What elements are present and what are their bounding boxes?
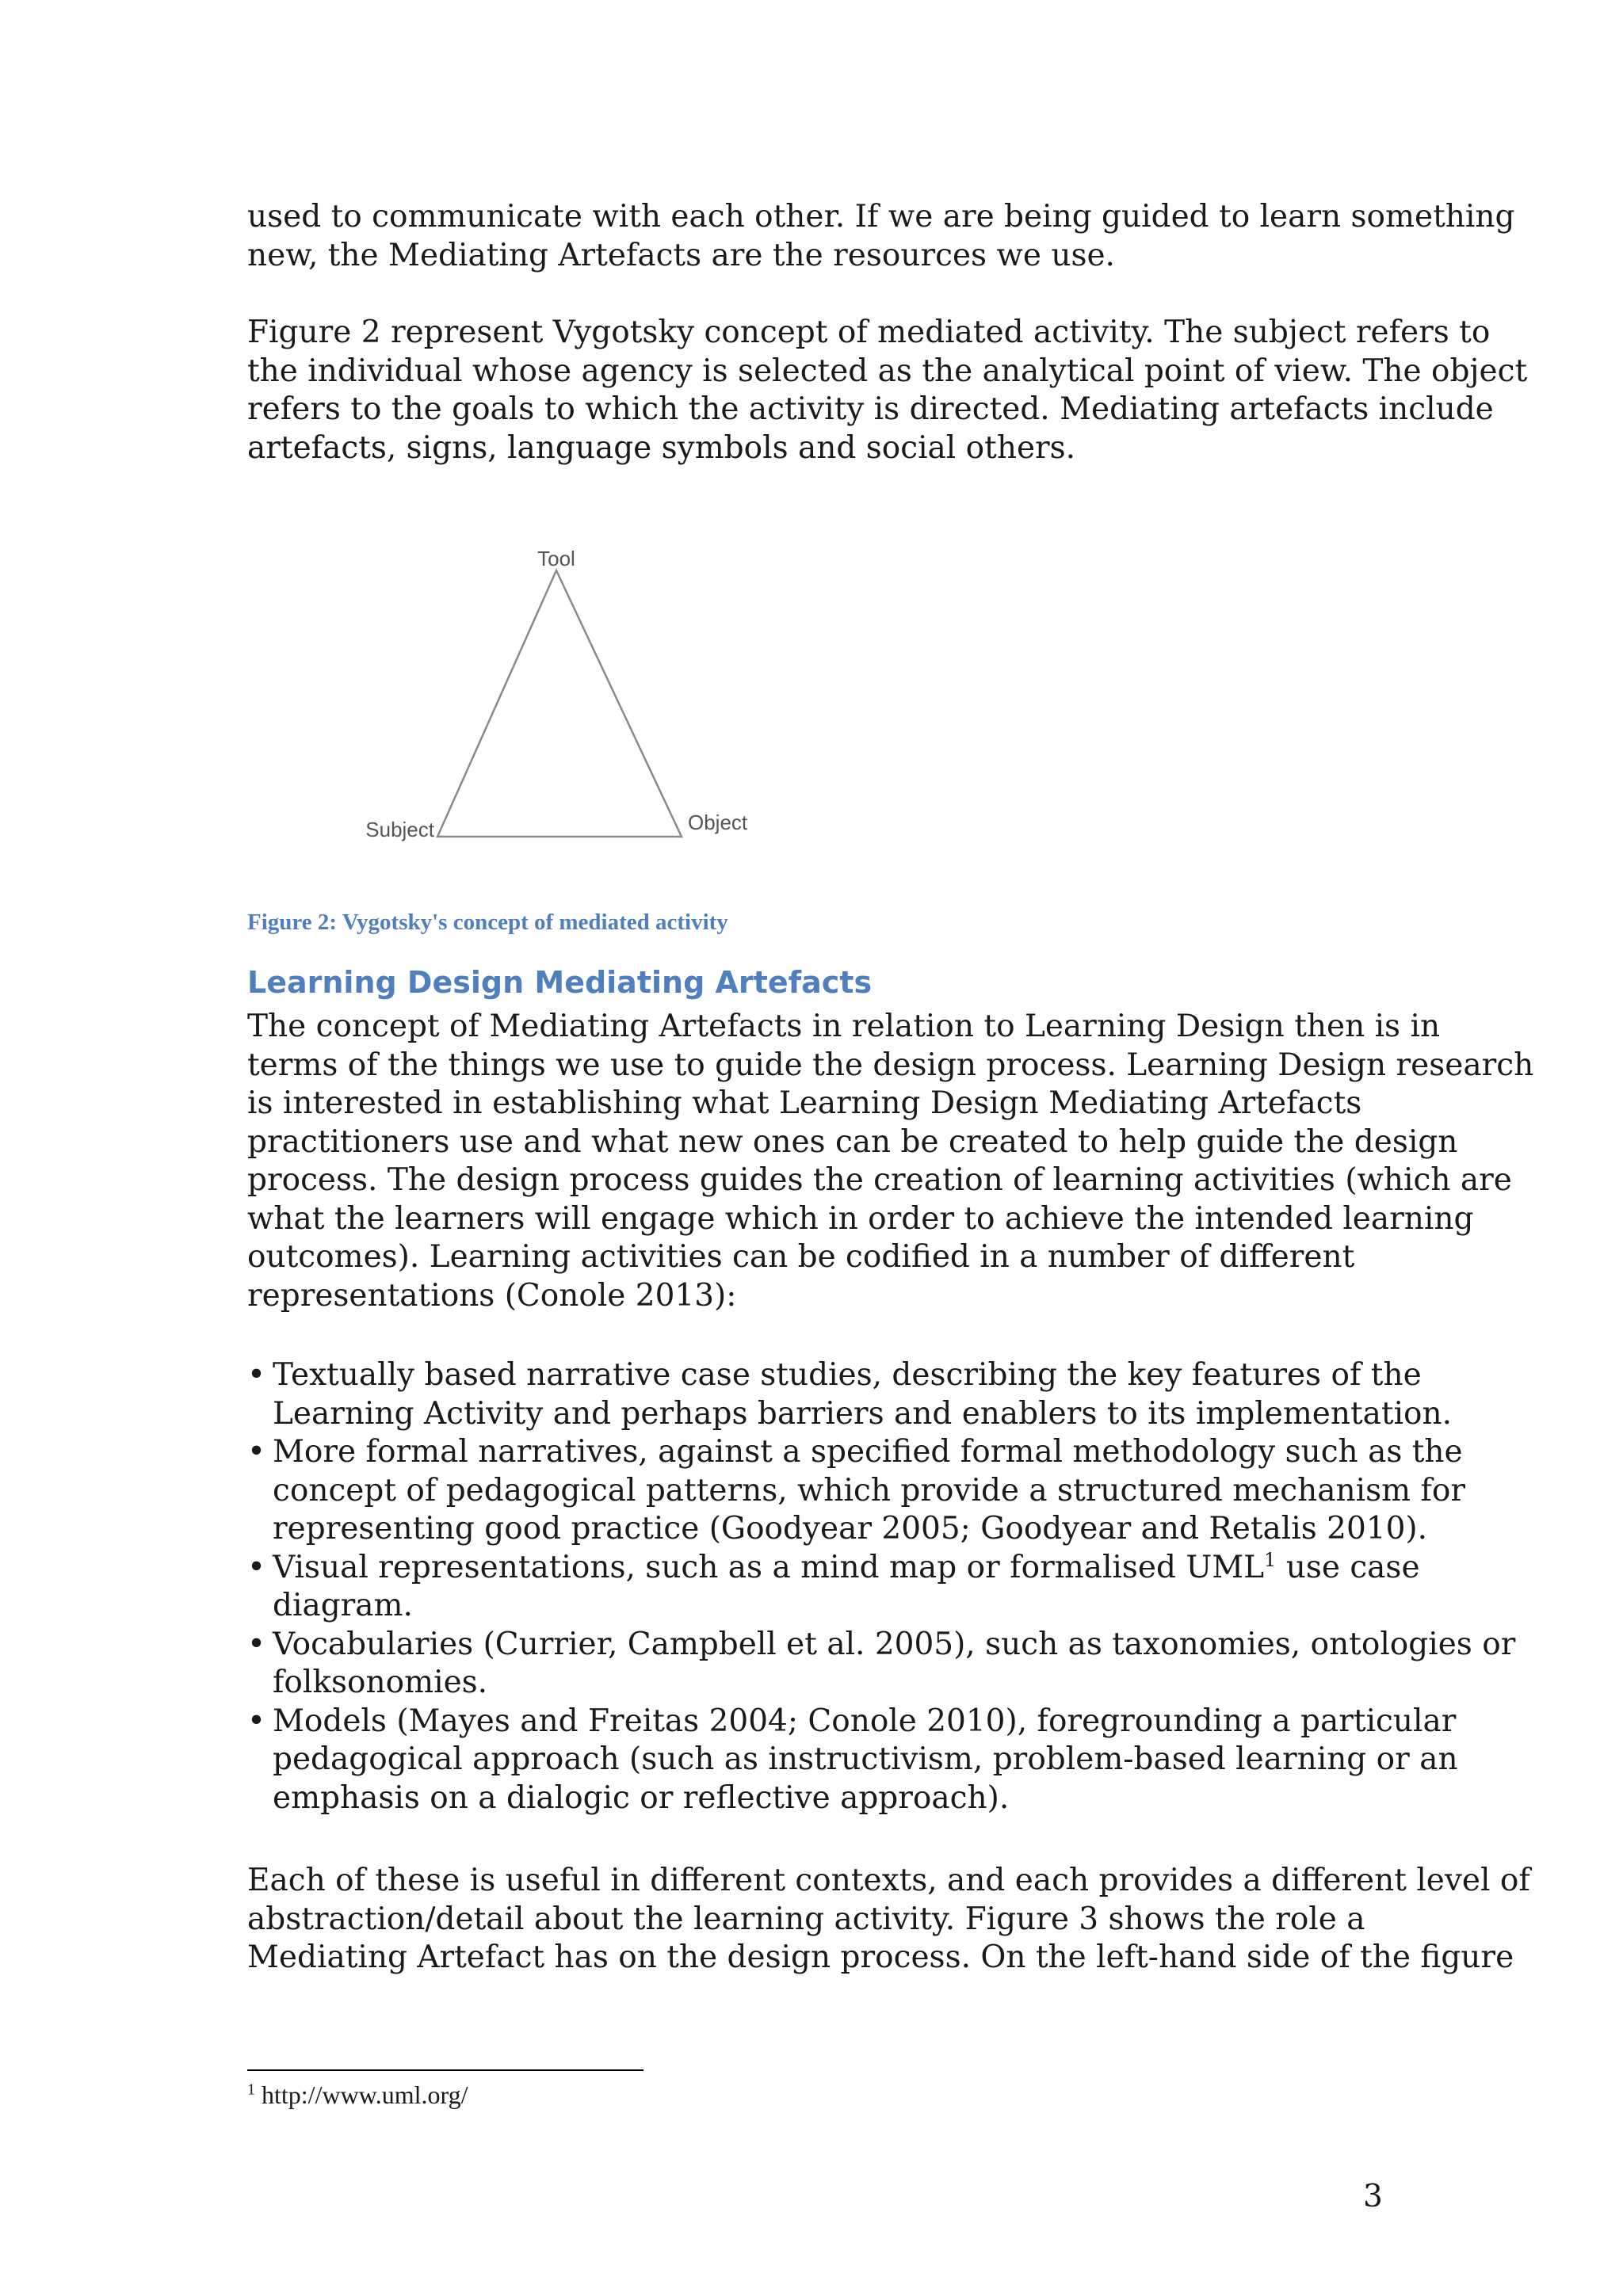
text-line: representing good practice (Goodyear 2005; Goodyear and Retalis 2010). — [273, 1511, 1427, 1547]
mediated-activity-triangle-diagram — [341, 531, 785, 848]
list-item — [247, 1703, 1458, 1818]
list-item — [247, 1356, 1453, 1433]
text-line: new, the Mediating Artefacts are the resources we use. — [247, 237, 1115, 273]
text-line: Each of these is useful in different contexts, and each provides a different level of — [247, 1863, 1530, 1898]
text-line: emphasis on a dialogic or reflective approach). — [273, 1779, 1010, 1816]
representations-bullet-list — [247, 1356, 1516, 1817]
text-line: Learning Activity and perhaps barriers and enablers to its implementation. — [273, 1395, 1453, 1432]
footnote-separator — [247, 2069, 643, 2071]
text-line: artefacts, signs, language symbols and social others. — [247, 429, 1076, 466]
text-line: Figure 2 represent Vygotsky concept of mediated activity. The subject refers to — [247, 315, 1491, 350]
figure-caption: Figure 2: Vygotsky's concept of mediated activity — [247, 910, 728, 935]
text-line: process. The design process guides the creation of learning activities (which are — [247, 1162, 1512, 1198]
text-segment: use case — [1276, 1549, 1420, 1585]
text-line: concept of pedagogical patterns, which provide a structured mechanism for — [273, 1472, 1466, 1508]
footnote — [247, 2081, 468, 2110]
text-segment: Visual representations, such as a mind map or formalised UML — [273, 1549, 1265, 1585]
text-line: representations (Conole 2013): — [247, 1277, 737, 1314]
text-line: used to communicate with each other. If we are being guided to learn something — [247, 199, 1515, 235]
bullet-marker: • — [247, 1549, 266, 1585]
footnote-marker: 1 — [247, 2081, 255, 2099]
text-line: practitioners use and what new ones can be created to help guide the design — [247, 1123, 1458, 1160]
text-line: Vocabularies (Currier, Campbell et al. 2005), such as taxonomies, ontologies or — [273, 1626, 1516, 1662]
text-line: diagram. — [273, 1588, 413, 1623]
text-line: More formal narratives, against a specified formal methodology such as the — [273, 1434, 1463, 1470]
vygotsky-paragraph — [247, 314, 1528, 467]
text-line: folksonomies. — [273, 1665, 488, 1700]
footnote-url: http://www.uml.org/ — [255, 2081, 468, 2109]
subject-label: Subject — [365, 818, 434, 841]
text-line: pedagogical approach (such as instructivism, problem-based learning or an — [273, 1741, 1458, 1777]
list-item — [247, 1433, 1466, 1549]
tool-label: Tool — [537, 547, 575, 570]
text-line: abstraction/detail about the learning activity. Figure 3 shows the role a — [247, 1901, 1365, 1937]
text-line: outcomes). Learning activities can be codified in a number of different — [247, 1239, 1355, 1275]
bullet-marker: • — [247, 1434, 266, 1470]
bullet-marker: • — [247, 1703, 266, 1739]
text-line: terms of the things we use to guide the design process. Learning Design research — [247, 1047, 1534, 1083]
text-line: The concept of Mediating Artefacts in relation to Learning Design then is in — [247, 1009, 1441, 1044]
text-line: Textually based narrative case studies, describing the key features of the — [273, 1357, 1422, 1393]
bullet-marker: • — [247, 1357, 266, 1393]
footnote-reference: 1 — [1264, 1548, 1277, 1571]
bullet-marker: • — [247, 1626, 266, 1662]
text-line: Mediating Artefact has on the design process. On the left-hand side of the figure — [247, 1939, 1514, 1975]
object-label: Object — [688, 810, 748, 834]
text-line — [273, 1548, 1420, 1588]
text-line: Models (Mayes and Freitas 2004; Conole 2010), foregrounding a particular — [273, 1703, 1457, 1739]
intro-paragraph — [247, 198, 1515, 275]
list-item — [247, 1548, 1420, 1626]
page-number: 3 — [1363, 2179, 1383, 2214]
text-line: the individual whose agency is selected as the analytical point of view. The object — [247, 353, 1528, 389]
mediation-triangle — [437, 570, 682, 837]
list-item — [247, 1626, 1516, 1703]
text-line: what the learners will engage which in order to achieve the intended learning — [247, 1200, 1474, 1237]
closing-paragraph — [247, 1862, 1530, 1978]
text-line: refers to the goals to which the activity is directed. Mediating artefacts include — [247, 391, 1494, 427]
text-line: is interested in establishing what Learning Design Mediating Artefacts — [247, 1085, 1362, 1121]
concept-paragraph — [247, 1008, 1534, 1315]
section-heading: Learning Design Mediating Artefacts — [247, 965, 873, 1000]
